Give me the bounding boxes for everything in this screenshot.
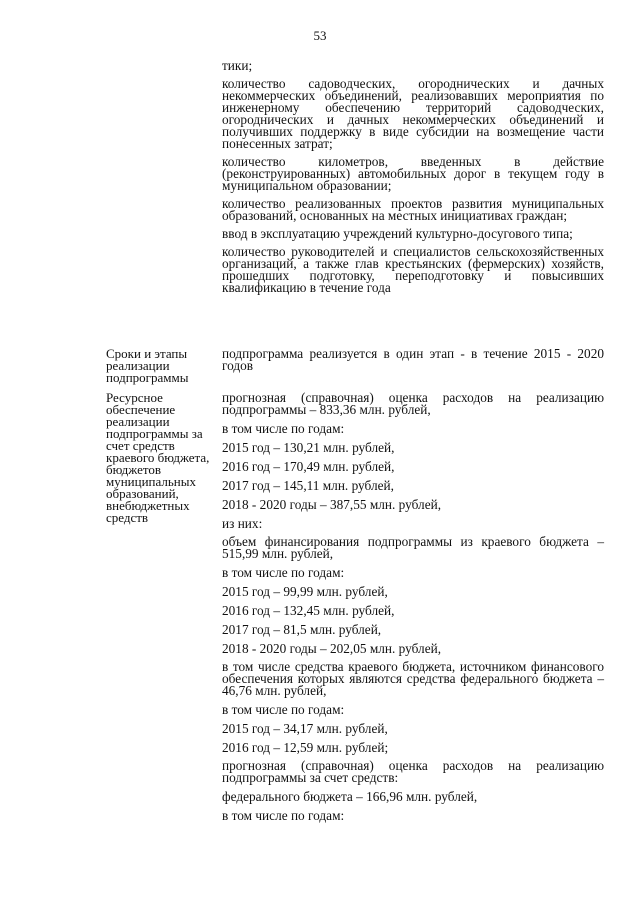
- paragraph: 2018 - 2020 годы – 202,05 млн. рублей,: [222, 641, 442, 656]
- paragraph: подпрограмма реализуется в один этап - в течение 2015 - 2020 годов: [222, 346, 604, 373]
- paragraph: в том числе средства краевого бюджета, источником финансового обеспечения которых являются средства федерального бюджета – 46,76 млн. рублей,: [222, 659, 604, 698]
- paragraph: 2018 - 2020 годы – 387,55 млн. рублей,: [222, 497, 442, 512]
- paragraph: федерального бюджета – 166,96 млн. рублей,: [222, 789, 478, 804]
- row-value: [222, 392, 604, 828]
- paragraph: количество руководителей и специалистов сельскохозяйственных организаций, а также глав крестьянских (фермерских) хозяйств, прошедших подготовку, переподготовку и повысивших квалификацию в течение года: [222, 244, 604, 295]
- continued-cell-text: [222, 60, 604, 300]
- paragraph: тики;: [222, 58, 253, 73]
- paragraph: 2016 год – 12,59 млн. рублей;: [222, 740, 389, 755]
- paragraph: количество километров, введенных в действие (реконструированных) автомобильных дорог в текущем году в муниципальном образовании;: [222, 154, 604, 193]
- paragraph: прогнозная (справочная) оценка расходов на реализацию подпрограммы за счет средств:: [222, 758, 604, 785]
- paragraph: 2017 год – 145,11 млн. рублей,: [222, 478, 394, 493]
- paragraph: объем финансирования подпрограммы из краевого бюджета – 515,99 млн. рублей,: [222, 534, 604, 561]
- paragraph: 2016 год – 170,49 млн. рублей,: [222, 459, 395, 474]
- row-value: [222, 348, 604, 378]
- paragraph: 2015 год – 34,17 млн. рублей,: [222, 721, 388, 736]
- paragraph: 2016 год – 132,45 млн. рублей,: [222, 603, 395, 618]
- paragraph: 2015 год – 130,21 млн. рублей,: [222, 440, 395, 455]
- paragraph: в том числе по годам:: [222, 565, 345, 580]
- row-label: Ресурсное обеспечение реализации подпрограммы за счет средств краевого бюджета, бюджетов муниципальных образований, внебюджетных средств: [106, 390, 210, 525]
- paragraph: в том числе по годам:: [222, 702, 345, 717]
- paragraph: в том числе по годам:: [222, 421, 345, 436]
- paragraph: прогнозная (справочная) оценка расходов на реализацию подпрограммы – 833,36 млн. рублей,: [222, 390, 604, 417]
- paragraph: в том числе по годам:: [222, 808, 345, 823]
- paragraph: ввод в эксплуатацию учреждений культурно-досугового типа;: [222, 226, 573, 241]
- paragraph: количество реализованных проектов развития муниципальных образований, основанных на местных инициативах граждан;: [222, 196, 604, 223]
- paragraph: количество садоводческих, огороднических и дачных некоммерческих объединений, реализовавших мероприятия по инженерному обеспечению территорий садоводческих, огороднических и дачных некоммерческих объединений и получивших поддержку в виде субсидии на возмещение части понесенных затрат;: [222, 76, 604, 151]
- paragraph: 2017 год – 81,5 млн. рублей,: [222, 622, 382, 637]
- page-number: 53: [313, 28, 327, 43]
- paragraph: 2015 год – 99,99 млн. рублей,: [222, 584, 388, 599]
- row-label: Сроки и этапы реализации подпрограммы: [106, 346, 189, 385]
- paragraph: из них:: [222, 516, 263, 531]
